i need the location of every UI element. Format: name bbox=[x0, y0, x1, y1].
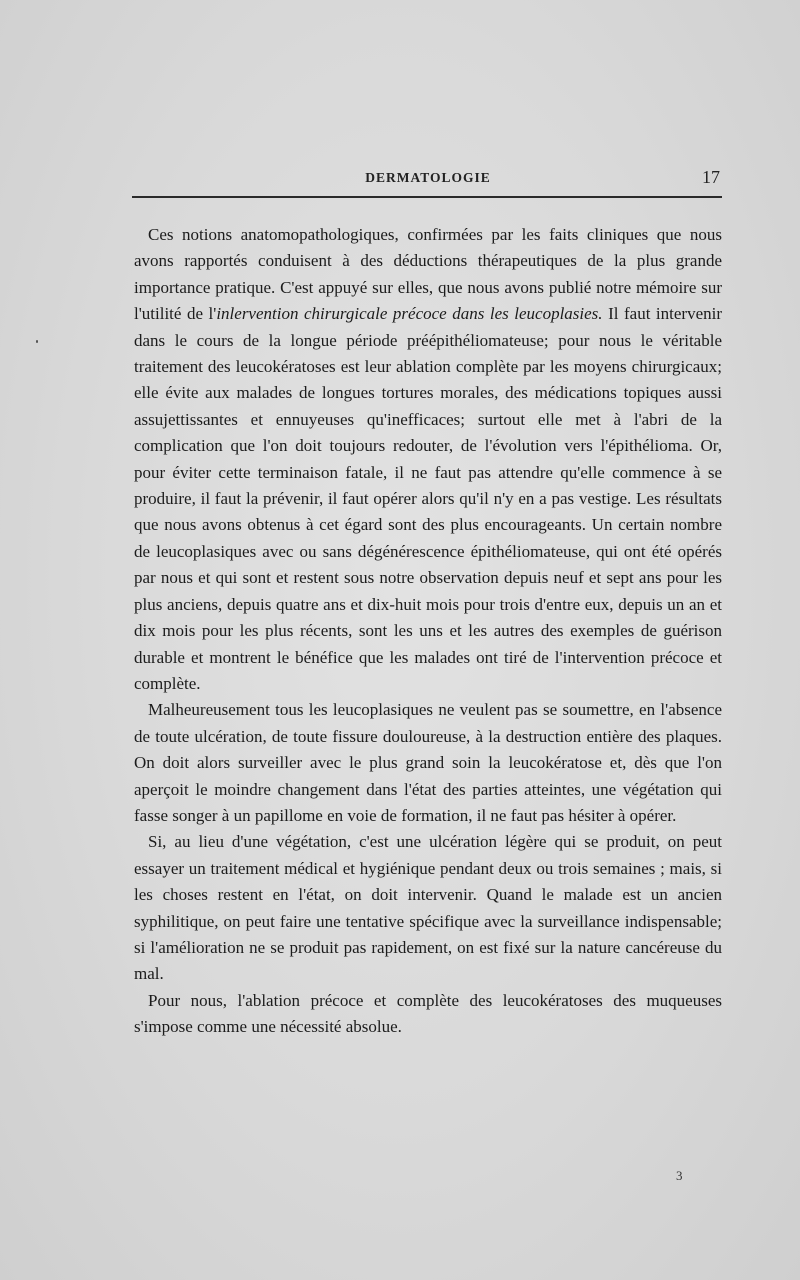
paragraph-1 bbox=[134, 222, 722, 697]
paragraph-2: Malheureusement tous les leucoplasiques ne veulent pas se soumettre, en l'absence de toute ulcération, de toute fissure douloureuse, à la destruction entière des plaques. On doit alors surveiller avec le plus grand soin la leucokératose et, dès que l'on aperçoit le moindre changement dans l'état des parties atteintes, une végétation qui fasse songer à un papillome en voie de formation, il ne faut pas hésiter à opérer. bbox=[134, 700, 722, 825]
header-rule bbox=[132, 196, 722, 198]
running-title: DERMATOLOGIE bbox=[365, 170, 491, 185]
running-head bbox=[134, 167, 722, 194]
paragraph-1-text-end: Il faut intervenir dans le cours de la longue période préépithéliomateuse; pour nous le véritable traitement des leucokératoses est leur ablation complète par les moyens chirurgicaux; elle évite aux malades de longues tortures morales, des médications topiques aussi assujettissantes et ennuyeuses qu'inefficaces; surtout elle met à l'abri de la complication que l'on doit toujours redouter, de l'évolution vers l'épithélioma. Or, pour éviter cette terminaison fatale, il ne faut pas attendre qu'elle commence à se produire, il faut la prévenir, il faut opérer alors qu'il n'y en a pas vestige. Les résultats que nous avons obtenus à cet égard sont des plus encourageants. Un certain nombre de leucoplasiques avec ou sans dégénérescence épithéliomateuse, qui ont été opérés par nous et qui sont et restent sous notre observation depuis neuf et sept ans pour les plus anciens, depuis quatre ans et dix-huit mois pour trois d'entre eux, depuis un an et dix mois pour les plus récents, sont les uns et les autres des exemples de guérison durable et montrent le bénéfice que les malades ont tiré de l'intervention précoce et complète. bbox=[134, 304, 723, 693]
paragraph-1-emphasis: inlervention chirurgicale précoce dans les leucoplasies. bbox=[216, 304, 603, 324]
paper-speck bbox=[36, 340, 38, 343]
paragraph-1-text-start: Ces notions anatomopathologiques, confirmées par les faits cliniques que nous avons rapportés conduisent à des déductions thérapeutiques de la plus grande importance pratique. C'est appuyé sur elles, que nous avons publié notre mémoire sur l'utilité de l' bbox=[134, 225, 722, 324]
paragraph-4: Pour nous, l'ablation précoce et complète des leucokératoses des muqueuses s'impose comme une nécessité absolue. bbox=[134, 990, 722, 1037]
body-text bbox=[134, 222, 722, 1041]
signature-mark: 3 bbox=[676, 1168, 683, 1183]
paragraph-3: Si, au lieu d'une végétation, c'est une ulcération légère qui se produit, on peut essayer un traitement médical et hygiénique pendant deux ou trois semaines ; mais, si les choses restent en l'état, on doit intervenir. Quand le malade est un ancien syphilitique, on peut faire une tentative spécifique avec la surveillance indispensable; si l'amélioration ne se produit pas rapidement, on est fixé sur la nature cancéreuse du mal. bbox=[134, 832, 722, 984]
page-number: 17 bbox=[702, 167, 720, 187]
